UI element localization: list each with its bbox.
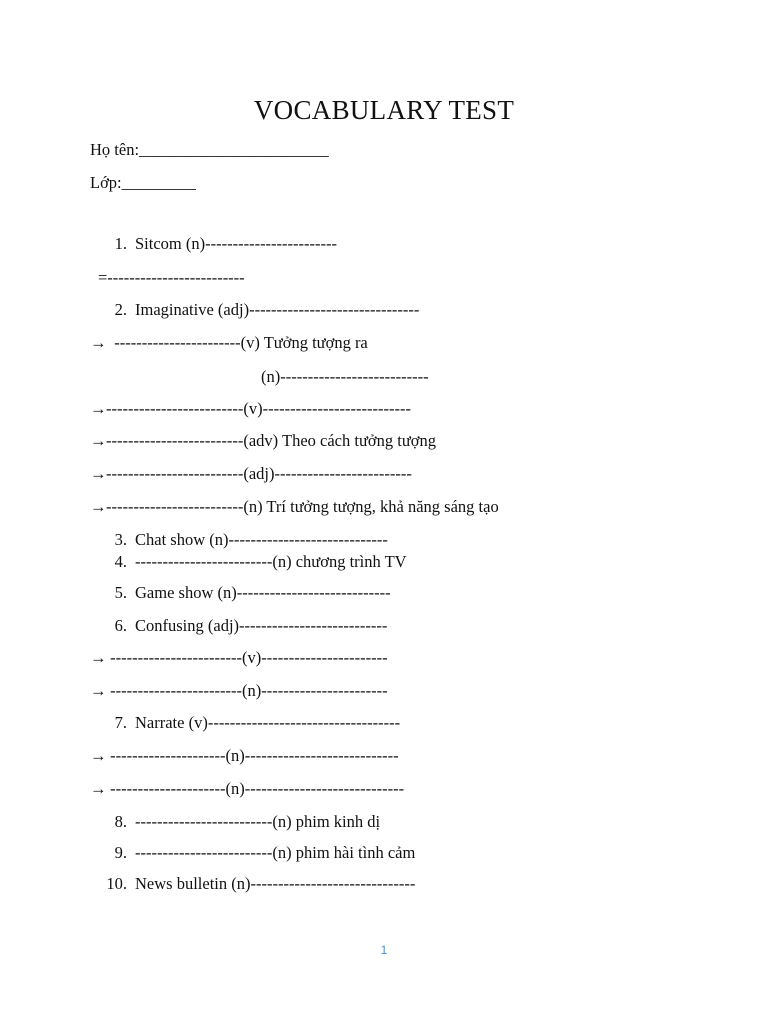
arrow-icon: → — [90, 431, 107, 450]
arrow-icon: → — [90, 399, 107, 418]
item-number: 4. — [114, 552, 127, 571]
item-text: -------------------------(n) phim hài tình cảm — [135, 843, 416, 862]
list-item-sub — [90, 497, 499, 517]
list-item-sub — [90, 431, 436, 451]
list-item — [105, 552, 407, 572]
item-text: =------------------------- — [98, 268, 245, 287]
item-number: 5. — [114, 583, 127, 602]
arrow-icon: → — [90, 746, 107, 765]
arrow-icon: → — [90, 681, 107, 700]
item-number: 1. — [114, 234, 127, 253]
list-item-sub — [90, 681, 388, 701]
list-item — [105, 234, 337, 254]
item-text: -------------------------(n) Trí tưởng tượng, khả năng sáng tạo — [106, 497, 499, 516]
item-number: 6. — [114, 616, 127, 635]
item-text: -------------------------(adv) Theo cách tưởng tượng — [106, 431, 437, 450]
item-text: Imaginative (adj)------------------------------- — [135, 300, 420, 319]
list-item — [105, 713, 400, 733]
item-number: 8. — [114, 812, 127, 831]
list-item-sub — [90, 399, 411, 419]
item-number: 9. — [114, 843, 127, 862]
item-text: ------------------------(n)----------------------- — [106, 681, 388, 700]
item-text: (n)--------------------------- — [261, 367, 429, 386]
list-item — [105, 300, 419, 320]
item-text: -------------------------(adj)------------------------- — [106, 464, 412, 483]
item-text: ---------------------(n)----------------------------- — [106, 779, 405, 798]
page-title: VOCABULARY TEST — [253, 95, 515, 125]
list-item — [105, 843, 415, 863]
item-text: ---------------------(n)---------------------------- — [106, 746, 399, 765]
item-text: Confusing (adj)--------------------------- — [135, 616, 388, 635]
arrow-icon: → — [90, 779, 107, 798]
arrow-icon: → — [90, 464, 107, 483]
list-item-sub — [90, 648, 388, 668]
item-text: -------------------------(v)--------------------------- — [106, 399, 411, 418]
item-text: Game show (n)---------------------------- — [135, 583, 391, 602]
arrow-icon: → — [90, 648, 107, 667]
list-item — [105, 583, 391, 603]
list-item-sub — [90, 746, 399, 766]
item-text: -------------------------(n) chương trình TV — [135, 552, 407, 571]
list-item — [105, 616, 387, 636]
item-number: 7. — [114, 713, 127, 732]
class-field: Lớp:_________ — [90, 173, 196, 192]
list-item — [105, 874, 415, 894]
item-number: 2. — [114, 300, 127, 319]
list-item-sub — [90, 464, 412, 484]
item-text: Sitcom (n)------------------------ — [135, 234, 337, 253]
item-text: Chat show (n)----------------------------- — [135, 530, 388, 549]
list-item-sub — [90, 779, 404, 799]
item-number: 10. — [106, 874, 127, 893]
item-text: -------------------------(n) phim kinh dị — [135, 812, 381, 831]
item-number: 3. — [114, 530, 127, 549]
list-item-sub — [90, 333, 368, 353]
arrow-icon: → — [90, 333, 107, 352]
page-number: 1 — [380, 943, 388, 957]
list-item — [105, 530, 388, 550]
item-text: -----------------------(v) Tưởng tượng ra — [106, 333, 368, 352]
list-item-sub — [261, 367, 429, 387]
name-field: Họ tên:_______________________ — [90, 140, 329, 159]
item-text: ------------------------(v)----------------------- — [106, 648, 388, 667]
item-text: News bulletin (n)------------------------------ — [135, 874, 416, 893]
arrow-icon: → — [90, 497, 107, 516]
item-text: Narrate (v)----------------------------------- — [135, 713, 401, 732]
list-item-sub — [98, 268, 245, 288]
list-item — [105, 812, 380, 832]
